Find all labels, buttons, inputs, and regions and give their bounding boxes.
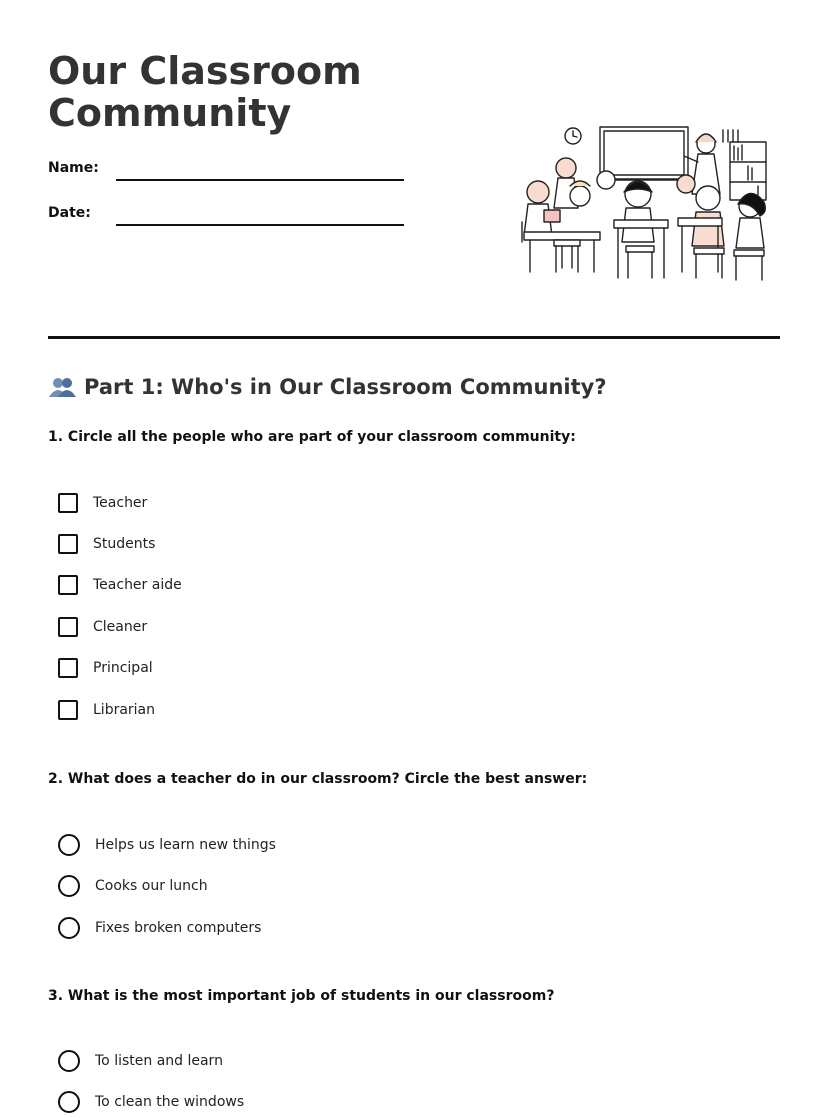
radio-circle[interactable]	[58, 917, 80, 939]
q1-option-students[interactable]	[58, 532, 155, 556]
option-label: To listen and learn	[95, 1053, 223, 1069]
q3-option-2[interactable]	[58, 1090, 244, 1114]
title-line-1: Our Classroom	[48, 49, 362, 93]
name-field	[48, 160, 99, 176]
part-1-title: Part 1: Who's in Our Classroom Community?	[84, 375, 607, 399]
option-label: Teacher aide	[93, 577, 182, 593]
checkbox[interactable]	[58, 658, 78, 678]
question-1: 1. Circle all the people who are part of your classroom community:	[48, 429, 576, 445]
option-label: Fixes broken computers	[95, 920, 262, 936]
header-divider	[48, 336, 780, 339]
checkbox[interactable]	[58, 617, 78, 637]
radio-circle[interactable]	[58, 1050, 80, 1072]
q2-option-2[interactable]	[58, 874, 208, 898]
q2-option-3[interactable]	[58, 916, 261, 940]
date-field	[48, 205, 91, 221]
checkbox[interactable]	[58, 575, 78, 595]
title-line-2: Community	[48, 91, 292, 135]
q1-option-librarian[interactable]	[58, 698, 155, 722]
question-3: 3. What is the most important job of students in our classroom?	[48, 988, 555, 1004]
people-icon	[48, 376, 76, 398]
checkbox[interactable]	[58, 493, 78, 513]
option-label: Teacher	[93, 495, 148, 511]
option-label: Cleaner	[93, 619, 148, 635]
date-line[interactable]	[116, 224, 404, 226]
radio-circle[interactable]	[58, 1091, 80, 1113]
q2-option-1[interactable]	[58, 833, 276, 857]
worksheet-title	[48, 50, 468, 134]
radio-circle[interactable]	[58, 834, 80, 856]
q1-option-cleaner[interactable]	[58, 615, 147, 639]
option-label: To clean the windows	[95, 1094, 245, 1110]
option-label: Librarian	[93, 702, 156, 718]
checkbox[interactable]	[58, 700, 78, 720]
checkbox[interactable]	[58, 534, 78, 554]
option-label: Students	[93, 536, 156, 552]
q1-option-teacher[interactable]	[58, 491, 147, 515]
name-label: Name:	[48, 160, 99, 176]
radio-circle[interactable]	[58, 875, 80, 897]
option-label: Principal	[93, 660, 153, 676]
q1-option-principal[interactable]	[58, 656, 153, 680]
option-label: Cooks our lunch	[95, 878, 208, 894]
q3-option-1[interactable]	[58, 1049, 223, 1073]
q1-option-teacher-aide[interactable]	[58, 573, 182, 597]
date-label: Date:	[48, 205, 91, 221]
option-label: Helps us learn new things	[95, 837, 276, 853]
question-2: 2. What does a teacher do in our classroom? Circle the best answer:	[48, 771, 588, 787]
name-line[interactable]	[116, 179, 404, 181]
part-1-heading	[48, 375, 607, 399]
classroom-illustration	[518, 122, 772, 284]
